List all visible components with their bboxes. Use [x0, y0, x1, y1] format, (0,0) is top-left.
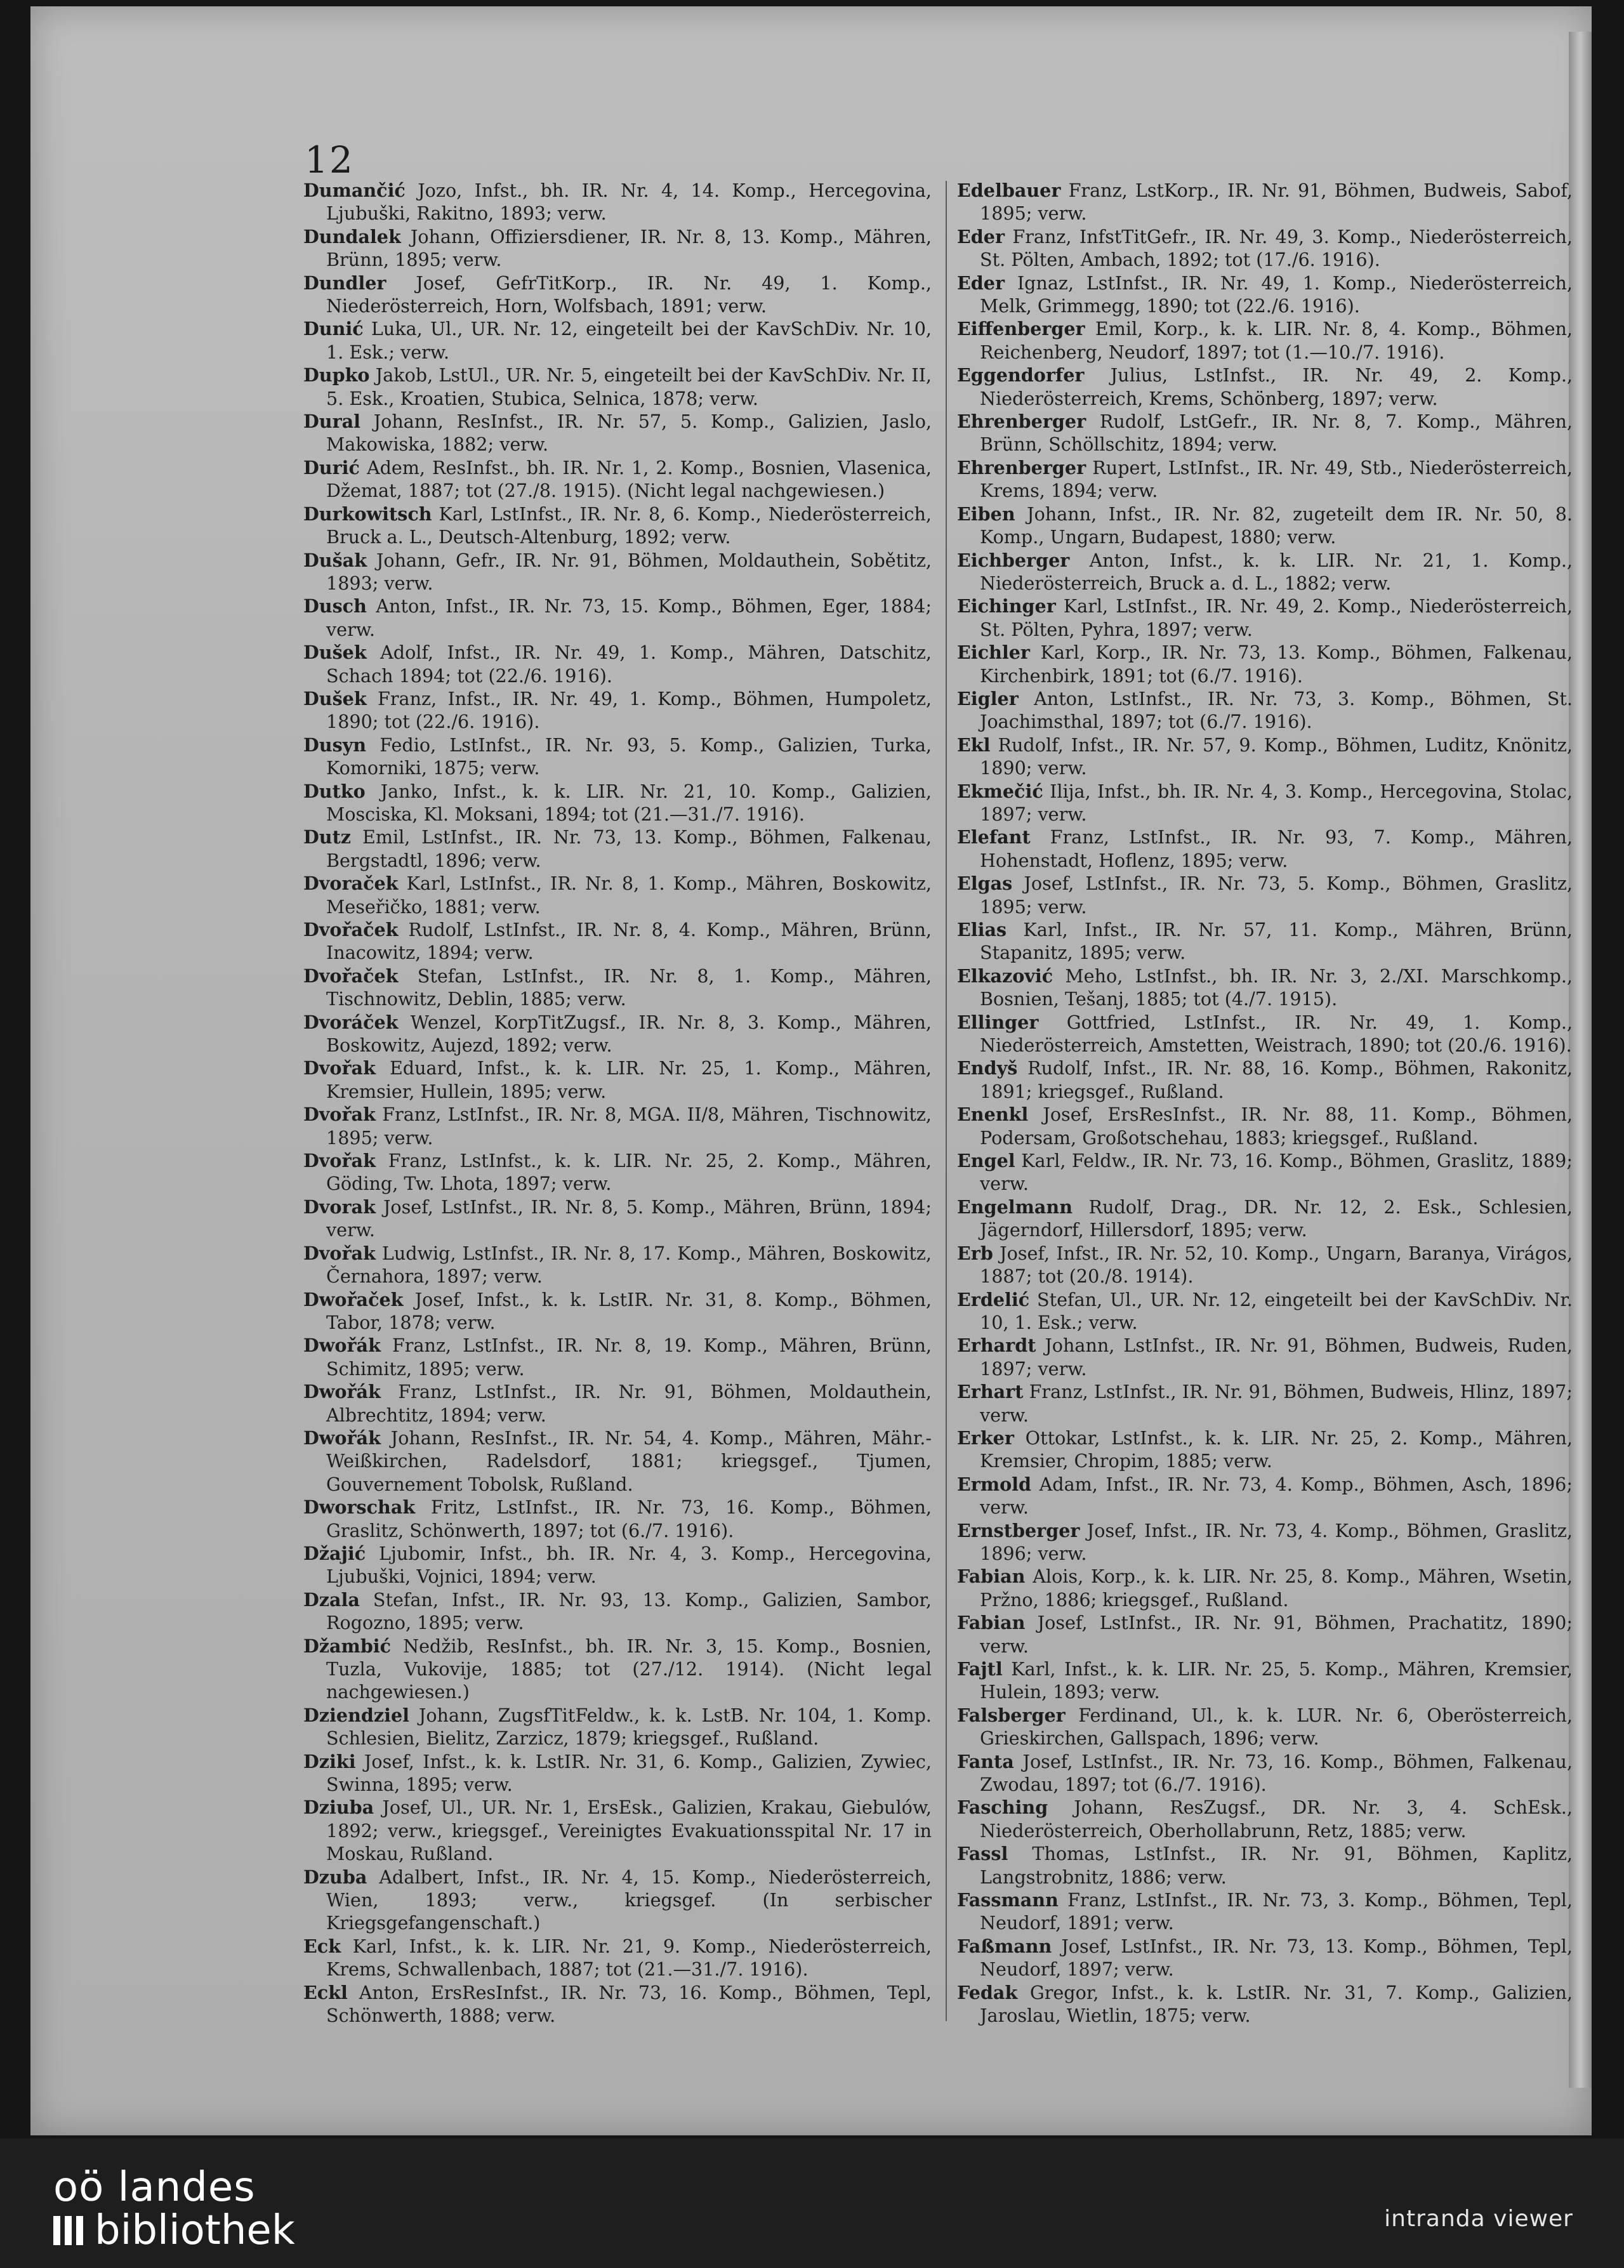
list-item: [303, 1057, 932, 1103]
list-item: [957, 1288, 1573, 1335]
entry-surname: Falsberger: [957, 1704, 1066, 1726]
column-divider: [946, 181, 947, 2021]
entry-details: Franz, LstInfst., IR. Nr. 8, 19. Komp., Mähren, Brünn, Schimitz, 1895; verw.: [326, 1335, 932, 1380]
entry-surname: Dvoráček: [303, 1011, 399, 1033]
entry-surname: Dzala: [303, 1588, 360, 1611]
entry-details: Johann, Offiziersdiener, IR. Nr. 8, 13. Komp., Mähren, Brünn, 1895; verw.: [326, 225, 932, 271]
list-item: [303, 780, 932, 826]
entry-surname: Fassmann: [957, 1889, 1059, 1911]
list-item: [957, 1519, 1573, 1566]
entry-details: Franz, LstInfst., IR. Nr. 91, Böhmen, Moldauthein, Albrechtitz, 1894; verw.: [326, 1381, 932, 1426]
entry-details: Josef, LstInfst., IR. Nr. 73, 5. Komp., Böhmen, Graslitz, 1895; verw.: [980, 873, 1573, 918]
entry-surname: Dušek: [303, 642, 367, 664]
entry-surname: Dvořak: [303, 1150, 376, 1172]
list-item: [957, 1935, 1573, 1981]
entry-details: Josef, Ul., UR. Nr. 1, ErsEsk., Galizien, Krakau, Giebulów, 1892; verw., kriegsgef., Vereinigtes Evakuationsspital Nr. 17 in Moskau, Rußland.: [326, 1797, 932, 1865]
viewer-brand-label: intranda viewer: [1384, 2206, 1573, 2232]
entry-details: Ljubomir, Infst., bh. IR. Nr. 4, 3. Komp., Hercegovina, Ljubuški, Vojnici, 1894; verw.: [326, 1542, 932, 1588]
entry-surname: Ehrenberger: [957, 411, 1086, 433]
list-item: [957, 595, 1573, 641]
entry-surname: Dziendziel: [303, 1704, 410, 1726]
list-item: [303, 918, 932, 965]
list-item: [303, 179, 932, 225]
entry-details: Josef, LstInfst., IR. Nr. 73, 16. Komp., Böhmen, Falkenau, Zwodau, 1897; tot (6./7. 1916).: [980, 1750, 1573, 1796]
entry-surname: Dumančić: [303, 180, 406, 201]
entry-surname: Eder: [957, 225, 1005, 247]
viewer-footer: [0, 2139, 1624, 2268]
entry-details: Karl, Infst., IR. Nr. 57, 11. Komp., Mähren, Brünn, Stapanitz, 1895; verw.: [980, 919, 1573, 964]
list-item: [957, 456, 1573, 503]
list-item: [303, 1704, 932, 1750]
list-item: [303, 965, 932, 1011]
entry-surname: Erb: [957, 1242, 993, 1264]
entry-surname: Džambić: [303, 1635, 392, 1657]
list-item: [957, 1473, 1573, 1519]
list-item: [303, 595, 932, 641]
entry-details: Karl, Feldw., IR. Nr. 73, 16. Komp., Böhmen, Graslitz, 1889; verw.: [980, 1150, 1573, 1195]
list-item: [957, 410, 1573, 456]
entry-details: Franz, LstInfst., IR. Nr. 73, 3. Komp., Böhmen, Tepl, Neudorf, 1891; verw.: [980, 1889, 1573, 1934]
list-item: [303, 734, 932, 780]
entry-surname: Dwořák: [303, 1381, 381, 1403]
entry-surname: Erdelić: [957, 1288, 1030, 1310]
list-item: [957, 965, 1573, 1011]
list-item: [303, 1542, 932, 1588]
entry-details: Alois, Korp., k. k. LIR. Nr. 25, 8. Komp., Mähren, Wsetin, Pržno, 1886; kriegsgef., Rußland.: [980, 1566, 1573, 1611]
list-item: [957, 1149, 1573, 1196]
entry-surname: Erker: [957, 1427, 1014, 1449]
list-item: [303, 1011, 932, 1057]
entry-details: Rudolf, Infst., IR. Nr. 88, 16. Komp., Böhmen, Rakonitz, 1891; kriegsgef., Rußland.: [980, 1057, 1573, 1102]
entry-details: Stefan, Ul., UR. Nr. 12, eingeteilt bei der KavSchDiv. Nr. 10, 1. Esk.; verw.: [980, 1288, 1573, 1333]
entry-surname: Dušak: [303, 549, 367, 571]
list-item: [957, 1704, 1573, 1750]
entry-surname: Eck: [303, 1935, 341, 1957]
entry-details: Josef, ErsResInfst., IR. Nr. 88, 11. Komp., Böhmen, Podersam, Großotschehau, 1883; kriegsgef., Rußland.: [980, 1104, 1573, 1149]
list-item: [303, 225, 932, 272]
entry-details: Franz, LstInfst., IR. Nr. 93, 7. Komp., Mähren, Hohenstadt, Hoflenz, 1895; verw.: [980, 826, 1573, 871]
entry-details: Josef, GefrTitKorp., IR. Nr. 49, 1. Komp., Niederösterreich, Horn, Wolfsbach, 1891; verw.: [326, 272, 932, 317]
entry-surname: Endyš: [957, 1057, 1018, 1079]
entry-details: Fedio, LstInfst., IR. Nr. 93, 5. Komp., Galizien, Turka, Komorniki, 1875; verw.: [326, 734, 932, 779]
entry-surname: Dwořák: [303, 1427, 381, 1449]
entry-surname: Eiben: [957, 503, 1015, 525]
entry-surname: Durić: [303, 456, 360, 478]
entry-surname: Dutz: [303, 826, 352, 848]
entry-surname: Ellinger: [957, 1011, 1039, 1033]
entry-details: Rudolf, LstGefr., IR. Nr. 8, 7. Komp., Mähren, Brünn, Schöllschitz, 1894; verw.: [980, 411, 1573, 456]
entry-details: Wenzel, KorpTitZugsf., IR. Nr. 8, 3. Komp., Mähren, Boskowitz, Aujezd, 1892; verw.: [326, 1011, 932, 1057]
entry-surname: Dwořaček: [303, 1288, 404, 1310]
list-item: [303, 1750, 932, 1797]
entry-details: Johann, ResZugsf., DR. Nr. 3, 4. SchEsk., Niederösterreich, Oberhollabrunn, Retz, 1885; verw.: [980, 1797, 1573, 1842]
entry-surname: Eichinger: [957, 595, 1056, 617]
entry-details: Julius, LstInfst., IR. Nr. 49, 2. Komp., Niederösterreich, Krems, Schönberg, 1897; verw.: [980, 364, 1573, 409]
entry-details: Josef, LstInfst., IR. Nr. 73, 13. Komp., Böhmen, Tepl, Neudorf, 1897; verw.: [980, 1935, 1573, 1981]
entry-surname: Džajić: [303, 1542, 366, 1564]
entry-surname: Eder: [957, 272, 1005, 294]
entry-surname: Engel: [957, 1150, 1015, 1172]
entry-details: Franz, LstInfst., IR. Nr. 91, Böhmen, Budweis, Hlinz, 1897; verw.: [980, 1381, 1573, 1426]
entry-surname: Ekmečić: [957, 780, 1043, 802]
entry-details: Josef, Infst., IR. Nr. 73, 4. Komp., Böhmen, Graslitz, 1896; verw.: [980, 1519, 1573, 1564]
list-item: [303, 1635, 932, 1704]
list-item: [957, 1842, 1573, 1889]
entry-details: Adam, Infst., IR. Nr. 73, 4. Komp., Böhmen, Asch, 1896; verw.: [980, 1473, 1573, 1519]
entry-details: Thomas, LstInfst., IR. Nr. 91, Böhmen, Kaplitz, Langstrobnitz, 1886; verw.: [980, 1843, 1573, 1888]
entry-details: Johann, ResInfst., IR. Nr. 54, 4. Komp., Mähren, Mähr.-Weißkirchen, Radelsdorf, 1881; kriegsgef., Tjumen, Gouvernement Tobolsk, Rußland.: [326, 1427, 932, 1495]
list-item: [303, 872, 932, 918]
list-item: [957, 225, 1573, 272]
list-item: [303, 1866, 932, 1935]
list-item: [303, 1196, 932, 1242]
list-item: [957, 364, 1573, 410]
right-column: [957, 179, 1573, 2027]
list-item: [303, 456, 932, 503]
list-item: [303, 1149, 932, 1196]
list-item: [957, 1057, 1573, 1103]
logo-text-line1: oö landes: [53, 2164, 256, 2211]
entry-surname: Fanta: [957, 1750, 1014, 1772]
entry-details: Karl, LstInfst., IR. Nr. 8, 1. Komp., Mähren, Boskowitz, Meseřičko, 1881; verw.: [326, 873, 932, 918]
entry-details: Josef, LstInfst., IR. Nr. 8, 5. Komp., Mähren, Brünn, 1894; verw.: [326, 1196, 932, 1241]
entry-surname: Fedak: [957, 1981, 1018, 2003]
logo-bars-icon: [53, 2216, 83, 2245]
entry-surname: Fassl: [957, 1843, 1008, 1865]
list-item: [303, 364, 932, 410]
entry-surname: Ernstberger: [957, 1519, 1080, 1541]
entry-surname: Durkowitsch: [303, 503, 432, 525]
entry-surname: Dural: [303, 411, 361, 433]
list-item: [957, 826, 1573, 872]
list-item: [303, 317, 932, 364]
list-item: [303, 1981, 932, 2027]
list-item: [957, 918, 1573, 965]
entry-surname: Fasching: [957, 1797, 1048, 1819]
list-item: [303, 1380, 932, 1427]
entry-details: Rudolf, Infst., IR. Nr. 57, 9. Komp., Böhmen, Luditz, Knönitz, 1890; verw.: [980, 734, 1573, 779]
entry-details: Rudolf, Drag., DR. Nr. 12, 2. Esk., Schlesien, Jägerndorf, Hillersdorf, 1895; verw.: [980, 1196, 1573, 1241]
entry-details: Johann, Gefr., IR. Nr. 91, Böhmen, Moldauthein, Sobětitz, 1893; verw.: [326, 549, 932, 594]
list-item: [303, 1935, 932, 1981]
list-item: [957, 780, 1573, 826]
list-item: [957, 1565, 1573, 1611]
entry-surname: Dušek: [303, 687, 367, 709]
entry-details: Karl, LstInfst., IR. Nr. 49, 2. Komp., Niederösterreich, St. Pölten, Pyhra, 1897; verw.: [980, 595, 1573, 640]
list-item: [303, 1288, 932, 1335]
entry-surname: Fajtl: [957, 1658, 1003, 1680]
list-item: [957, 503, 1573, 549]
entry-surname: Fabian: [957, 1566, 1026, 1588]
entry-details: Josef, Infst., IR. Nr. 52, 10. Komp., Ungarn, Baranya, Virágos, 1887; tot (20./8. 1914).: [980, 1242, 1573, 1288]
entry-surname: Dvoraček: [303, 873, 399, 895]
entry-surname: Dundalek: [303, 225, 401, 247]
list-item: [303, 503, 932, 549]
list-item: [303, 1427, 932, 1496]
entry-details: Jakob, LstUl., UR. Nr. 5, eingeteilt bei der KavSchDiv. Nr. II, 5. Esk., Kroatien, Stubica, Selnica, 1878; verw.: [326, 364, 932, 409]
list-item: [957, 1103, 1573, 1149]
list-item: [957, 179, 1573, 225]
list-item: [957, 1380, 1573, 1427]
list-item: [303, 1796, 932, 1865]
list-item: [957, 687, 1573, 734]
entry-details: Adolf, Infst., IR. Nr. 49, 1. Komp., Mähren, Datschitz, Schach 1894; tot (22./6. 1916).: [326, 642, 932, 687]
entry-surname: Elefant: [957, 826, 1031, 848]
left-column: [303, 179, 932, 2027]
list-item: [957, 1889, 1573, 1935]
entry-surname: Dvorak: [303, 1196, 376, 1218]
list-item: [303, 687, 932, 734]
entry-details: Meho, LstInfst., bh. IR. Nr. 3, 2./XI. Marschkomp., Bosnien, Tešanj, 1885; tot (4./7. 1915).: [980, 965, 1573, 1010]
entry-surname: Dupko: [303, 364, 370, 386]
entry-details: Franz, LstInfst., IR. Nr. 8, MGA. II/8, Mähren, Tischnowitz, 1895; verw.: [326, 1104, 932, 1149]
entry-details: Karl, Infst., k. k. LIR. Nr. 25, 5. Komp., Mähren, Kremsier, Hulein, 1893; verw.: [980, 1658, 1573, 1703]
entry-details: Franz, LstKorp., IR. Nr. 91, Böhmen, Budweis, Sabof, 1895; verw.: [980, 180, 1573, 225]
entry-surname: Engelmann: [957, 1196, 1073, 1218]
entry-surname: Elias: [957, 919, 1007, 940]
entry-details: Ignaz, LstInfst., IR. Nr. 49, 1. Komp., Niederösterreich, Melk, Grimmegg, 1890; tot (22./6. 1916).: [980, 272, 1573, 317]
entry-details: Ilija, Infst., bh. IR. Nr. 4, 3. Komp., Hercegovina, Stolac, 1897; verw.: [980, 780, 1573, 825]
list-item: [957, 317, 1573, 364]
entry-details: Karl, Korp., IR. Nr. 73, 13. Komp., Böhmen, Falkenau, Kirchenbirk, 1891; tot (6./7. 1916).: [980, 642, 1573, 687]
entry-details: Anton, Infst., k. k. LIR. Nr. 21, 1. Komp., Niederösterreich, Bruck a. d. L., 1882; verw.: [980, 549, 1573, 594]
entry-surname: Dworschak: [303, 1496, 416, 1519]
entry-details: Ferdinand, Ul., k. k. LUR. Nr. 6, Oberösterreich, Grieskirchen, Gallspach, 1896; verw.: [980, 1704, 1573, 1750]
list-item: [957, 272, 1573, 318]
entry-surname: Ekl: [957, 734, 991, 756]
entry-surname: Eiffenberger: [957, 318, 1085, 340]
list-item: [303, 272, 932, 318]
entry-surname: Eckl: [303, 1981, 348, 2003]
entry-details: Franz, LstInfst., k. k. LIR. Nr. 25, 2. Komp., Mähren, Göding, Tw. Lhota, 1897; verw.: [326, 1150, 932, 1195]
entry-surname: Dvořak: [303, 1104, 376, 1126]
entry-details: Johann, Infst., IR. Nr. 82, zugeteilt dem IR. Nr. 50, 8. Komp., Ungarn, Budapest, 1880; verw.: [980, 503, 1573, 548]
entry-details: Fritz, LstInfst., IR. Nr. 73, 16. Komp., Böhmen, Graslitz, Schönwerth, 1897; tot (6./7. 1916).: [326, 1496, 932, 1541]
entry-surname: Dusyn: [303, 734, 367, 756]
list-item: [303, 1242, 932, 1288]
list-item: [957, 549, 1573, 595]
entry-details: Gregor, Infst., k. k. LstIR. Nr. 31, 7. Komp., Galizien, Jaroslau, Wietlin, 1875; verw.: [980, 1981, 1573, 2027]
entry-surname: Enenkl: [957, 1104, 1029, 1126]
entry-details: Ludwig, LstInfst., IR. Nr. 8, 17. Komp., Mähren, Boskowitz, Černahora, 1897; verw.: [326, 1242, 932, 1288]
list-item: [303, 1588, 932, 1635]
list-item: [303, 1103, 932, 1149]
list-item: [957, 1011, 1573, 1057]
entry-surname: Eichberger: [957, 549, 1070, 571]
entry-surname: Faßmann: [957, 1935, 1052, 1957]
entry-surname: Dzuba: [303, 1866, 367, 1888]
entry-details: Karl, Infst., k. k. LIR. Nr. 21, 9. Komp., Niederösterreich, Krems, Schwallenbach, 1887; tot (21.—31./7. 1916).: [326, 1935, 932, 1981]
list-item: [303, 410, 932, 456]
page-number: 12: [305, 138, 354, 181]
entry-surname: Erhart: [957, 1381, 1024, 1403]
entry-details: Stefan, Infst., IR. Nr. 93, 13. Komp., Galizien, Sambor, Rogozno, 1895; verw.: [326, 1588, 932, 1634]
entry-details: Johann, LstInfst., IR. Nr. 91, Böhmen, Budweis, Ruden, 1897; verw.: [980, 1335, 1573, 1380]
entry-details: Karl, LstInfst., IR. Nr. 8, 6. Komp., Niederösterreich, Bruck a. L., Deutsch-Altenburg, 1892; verw.: [326, 503, 932, 548]
entry-details: Gottfried, LstInfst., IR. Nr. 49, 1. Komp., Niederösterreich, Amstetten, Weistrach, 1890; tot (20./6. 1916).: [980, 1011, 1573, 1057]
entry-surname: Dutko: [303, 780, 366, 802]
list-item: [957, 641, 1573, 687]
entry-surname: Dwořák: [303, 1335, 381, 1357]
entry-surname: Dvořak: [303, 1057, 376, 1079]
list-item: [957, 1611, 1573, 1658]
entry-details: Anton, Infst., IR. Nr. 73, 15. Komp., Böhmen, Eger, 1884; verw.: [326, 595, 932, 640]
entry-surname: Dvořaček: [303, 919, 399, 940]
list-item: [957, 734, 1573, 780]
entry-details: Ottokar, LstInfst., k. k. LIR. Nr. 25, 2. Komp., Mähren, Kremsier, Chropim, 1885; verw.: [980, 1427, 1573, 1472]
entry-details: Rupert, LstInfst., IR. Nr. 49, Stb., Niederösterreich, Krems, 1894; verw.: [980, 456, 1573, 502]
entry-surname: Dusch: [303, 595, 367, 617]
list-item: [957, 1427, 1573, 1473]
list-item: [957, 1658, 1573, 1704]
entry-details: Johann, ResInfst., IR. Nr. 57, 5. Komp., Galizien, Jaslo, Makowiska, 1882; verw.: [326, 411, 932, 456]
entry-surname: Ermold: [957, 1473, 1032, 1495]
entry-details: Franz, InfstTitGefr., IR. Nr. 49, 3. Komp., Niederösterreich, St. Pölten, Ambach, 1892; tot (17./6. 1916).: [980, 225, 1573, 271]
list-item: [957, 1796, 1573, 1842]
entry-details: Adem, ResInfst., bh. IR. Nr. 1, 2. Komp., Bosnien, Vlasenica, Džemat, 1887; tot (27./8. 1915). (Nicht legal nachgewiesen.): [326, 456, 932, 502]
list-item: [957, 1981, 1573, 2027]
entry-details: Anton, ErsResInfst., IR. Nr. 73, 16. Komp., Böhmen, Tepl, Schönwerth, 1888; verw.: [326, 1981, 932, 2027]
entry-details: Stefan, LstInfst., IR. Nr. 8, 1. Komp., Mähren, Tischnowitz, Deblin, 1885; verw.: [326, 965, 932, 1010]
list-item: [303, 1496, 932, 1542]
entry-details: Jozo, Infst., bh. IR. Nr. 4, 14. Komp., Hercegovina, Ljubuški, Rakitno, 1893; verw.: [326, 180, 932, 225]
entry-surname: Fabian: [957, 1612, 1026, 1634]
entry-surname: Dvořak: [303, 1242, 376, 1264]
list-item: [303, 549, 932, 595]
entry-surname: Dundler: [303, 272, 386, 294]
list-item: [303, 641, 932, 687]
entry-details: Josef, LstInfst., IR. Nr. 91, Böhmen, Prachatitz, 1890; verw.: [980, 1612, 1573, 1657]
list-item: [957, 872, 1573, 918]
entry-details: Josef, Infst., k. k. LstIR. Nr. 31, 8. Komp., Böhmen, Tabor, 1878; verw.: [326, 1288, 932, 1333]
entry-details: Luka, Ul., UR. Nr. 12, eingeteilt bei der KavSchDiv. Nr. 10, 1. Esk.; verw.: [326, 318, 932, 363]
list-item: [303, 826, 932, 872]
entry-surname: Eggendorfer: [957, 364, 1085, 386]
entry-surname: Dvořaček: [303, 965, 399, 987]
library-logo[interactable]: [53, 2166, 295, 2253]
logo-text-line2-row: [53, 2208, 295, 2253]
entry-details: Josef, Infst., k. k. LstIR. Nr. 31, 6. Komp., Galizien, Zywiec, Swinna, 1895; verw.: [326, 1750, 932, 1796]
entry-surname: Elgas: [957, 873, 1013, 895]
entry-surname: Eigler: [957, 687, 1019, 709]
entry-details: Nedžib, ResInfst., bh. IR. Nr. 3, 15. Komp., Bosnien, Tuzla, Vukovije, 1885; tot (27./12. 1914). (Nicht legal nachgewiesen.): [326, 1635, 932, 1703]
entry-surname: Dziki: [303, 1750, 356, 1772]
entry-details: Janko, Infst., k. k. LIR. Nr. 21, 10. Komp., Galizien, Mosciska, Kl. Moksani, 1894; tot (21.—31./7. 1916).: [326, 780, 932, 825]
list-item: [957, 1750, 1573, 1797]
entry-details: Adalbert, Infst., IR. Nr. 4, 15. Komp., Niederösterreich, Wien, 1893; verw., kriegsgef. (In serbischer Kriegsgefangenschaft.): [326, 1866, 932, 1934]
entry-surname: Eichler: [957, 642, 1030, 664]
entry-details: Johann, ZugsfTitFeldw., k. k. LstB. Nr. 104, 1. Komp. Schlesien, Bielitz, Zarzicz, 1879; kriegsgef., Rußland.: [326, 1704, 932, 1750]
list-item: [957, 1196, 1573, 1242]
list-item: [957, 1334, 1573, 1380]
entry-details: Emil, LstInfst., IR. Nr. 73, 13. Komp., Böhmen, Falkenau, Bergstadtl, 1896; verw.: [326, 826, 932, 871]
entry-details: Franz, Infst., IR. Nr. 49, 1. Komp., Böhmen, Humpoletz, 1890; tot (22./6. 1916).: [326, 687, 932, 733]
list-item: [957, 1242, 1573, 1288]
entry-surname: Edelbauer: [957, 180, 1061, 201]
entry-details: Anton, LstInfst., IR. Nr. 73, 3. Komp., Böhmen, St. Joachimsthal, 1897; tot (6./7. 1916).: [980, 687, 1573, 733]
entry-details: Emil, Korp., k. k. LIR. Nr. 8, 4. Komp., Böhmen, Reichenberg, Neudorf, 1897; tot (1.—10./7. 1916).: [980, 318, 1573, 363]
entry-surname: Erhardt: [957, 1335, 1036, 1357]
entry-surname: Elkazović: [957, 965, 1053, 987]
entry-details: Rudolf, LstInfst., IR. Nr. 8, 4. Komp., Mähren, Brünn, Inacowitz, 1894; verw.: [326, 919, 932, 964]
logo-text-line2: bibliothek: [95, 2207, 295, 2254]
entry-surname: Dunić: [303, 318, 364, 340]
entry-surname: Dziuba: [303, 1797, 374, 1819]
entry-details: Eduard, Infst., k. k. LIR. Nr. 25, 1. Komp., Mähren, Kremsier, Hullein, 1895; verw.: [326, 1057, 932, 1102]
list-item: [303, 1334, 932, 1380]
entry-surname: Ehrenberger: [957, 456, 1086, 478]
